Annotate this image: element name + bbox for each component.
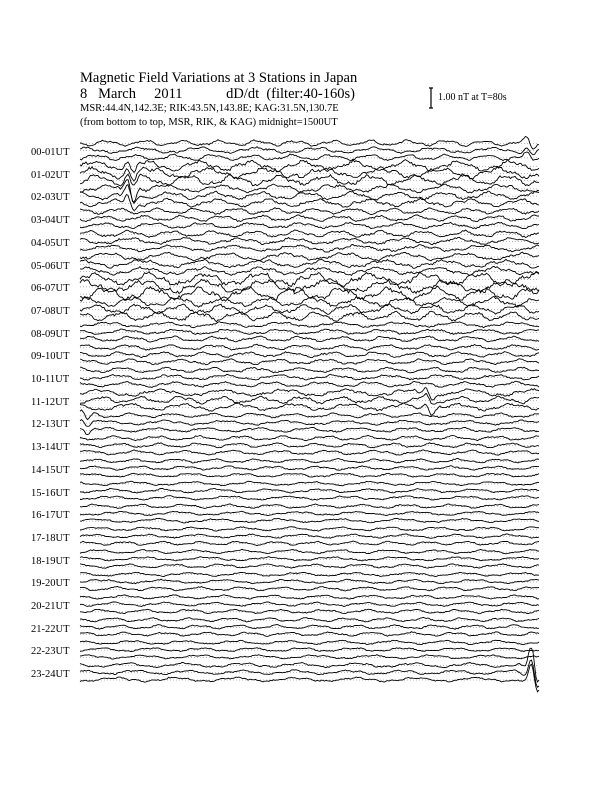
trace-msr [80,222,539,228]
trace-msr [80,245,539,253]
trace-kag [80,322,539,328]
trace-kag [80,572,539,576]
scale-bar-icon [429,88,433,108]
trace-rik [80,602,539,607]
trace-rik [80,579,539,584]
trace-rik [80,511,539,516]
trace-rik [80,443,539,448]
trace-msr [80,473,539,477]
trace-kag [80,481,539,486]
trace-kag [80,435,539,440]
trace-msr [80,381,539,387]
trace-kag [80,648,539,682]
trace-msr [80,427,539,434]
scale-bar-label: 1.00 nT at T=80s [438,92,507,103]
hour-label: 09-10UT [31,351,70,363]
hour-label: 21-22UT [31,623,70,635]
trace-rik [80,279,539,294]
trace-rik [80,215,539,222]
trace-rik [80,648,539,652]
trace-kag [80,640,539,644]
hour-label: 04-05UT [31,237,70,249]
trace-msr [80,496,539,500]
hour-label: 20-21UT [31,601,70,612]
hour-label: 10-11UT [31,374,70,385]
trace-kag [80,504,539,509]
trace-msr [80,609,539,614]
trace-kag [80,296,539,307]
trace-kag [80,527,539,532]
quantity-label: dD/dt [226,86,260,102]
trace-kag [80,549,539,554]
hour-label: 08-09UT [31,328,70,340]
trace-msr [80,564,539,569]
hour-label: 07-08UT [31,305,70,317]
trace-kag [80,252,539,261]
trace-rik [80,557,539,561]
order-note: (from bottom to top, MSR, RIK, & KAG) [80,117,257,128]
hour-label: 17-18UT [31,532,70,544]
hour-label: 02-03UT [31,192,70,204]
trace-msr [80,336,539,342]
trace-kag [80,208,539,215]
hour-label: 01-02UT [31,169,70,181]
trace-rik [80,352,539,358]
date-day: 8 [80,86,88,102]
hour-label: 00-01UT [31,147,70,158]
trace-rik [80,625,539,630]
trace-msr [80,359,539,365]
trace-rik [80,466,539,471]
hour-label: 19-20UT [31,578,70,590]
date-year: 2011 [154,86,183,102]
midnight-note: midnight=1500UT [258,117,338,128]
filter-label: (filter:40-160s) [266,86,355,102]
trace-msr [80,586,539,591]
trace-kag [80,272,539,287]
trace-kag [80,344,539,350]
trace-msr [80,541,539,546]
trace-rik [80,534,539,538]
trace-msr [80,403,539,415]
trace-kag [80,367,539,373]
trace-rik [80,374,539,380]
trace-msr [80,450,539,455]
trace-msr [80,632,539,637]
trace-kag [80,136,539,149]
trace-msr [80,195,539,211]
hour-label: 13-14UT [31,442,70,454]
trace-rik [80,660,539,687]
trace-msr [80,664,539,692]
hour-label: 15-16UT [31,487,70,499]
stations-line: MSR:44.4N,142.3E; RIK:43.5N,143.8E; KAG:31.5N,130.7E [80,103,339,114]
trace-kag [80,410,539,420]
trace-msr [80,655,539,660]
trace-rik [80,329,539,334]
trace-kag [80,595,539,599]
hour-label: 05-06UT [31,260,70,272]
trace-msr [80,266,539,275]
trace-rik [80,185,539,204]
hour-label: 12-13UT [31,419,70,431]
trace-msr [80,311,539,322]
hour-label: 06-07UT [31,283,70,295]
hour-label: 18-19UT [31,555,70,567]
trace-kag [80,459,539,464]
hour-label: 11-12UT [31,396,70,408]
hour-label: 03-04UT [31,215,70,227]
trace-kag [80,230,539,238]
hour-label: 23-24UT [31,669,70,681]
trace-msr [80,518,539,523]
trace-rik [80,237,539,244]
trace-msr [80,152,539,161]
hour-label: 22-23UT [31,646,70,658]
trace-kag [80,617,539,622]
date-month: March [98,86,136,102]
chart-title: Magnetic Field Variations at 3 Stations in Japan [80,70,358,86]
hour-label: 14-15UT [31,464,70,476]
hour-label: 16-17UT [31,510,70,522]
trace-msr [80,174,539,186]
trace-rik [80,488,539,493]
